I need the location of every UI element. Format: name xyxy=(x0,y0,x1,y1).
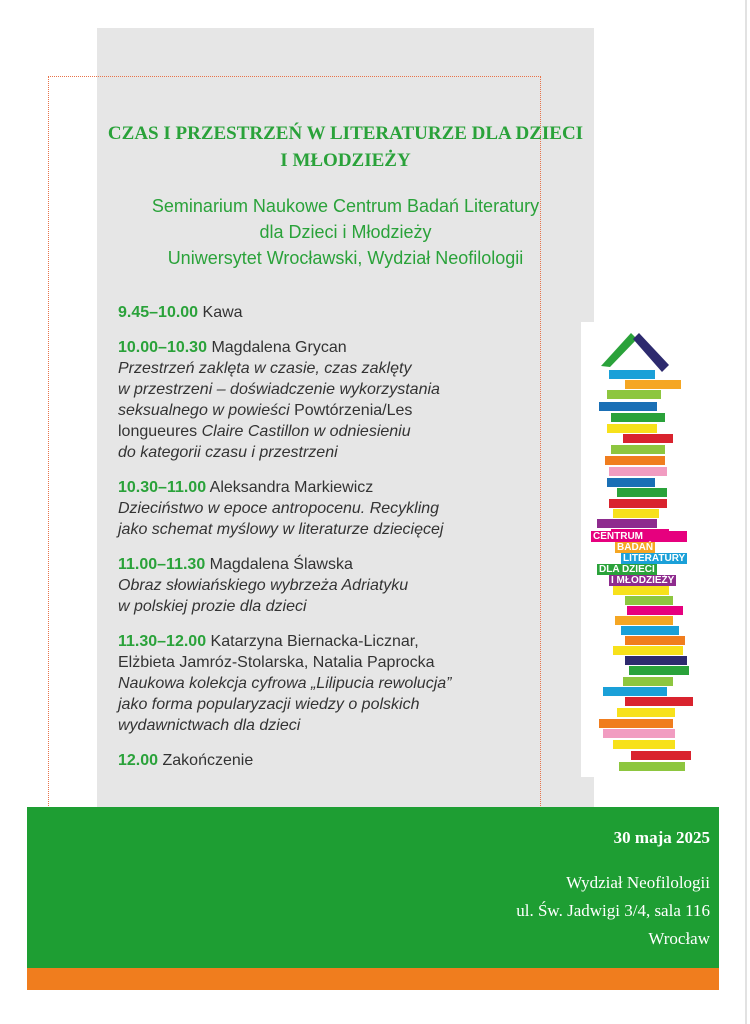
footer-stripe xyxy=(27,968,719,990)
title-line: I MŁODZIEŻY xyxy=(280,150,411,171)
talk-title-part: Claire Castillon w odniesieniu do kategorii czasu i przestrzeni xyxy=(118,423,411,461)
logo-line: LITERATURY xyxy=(623,553,686,564)
program-speaker: Kawa xyxy=(202,304,243,321)
title-line: CZAS I PRZESTRZEŃ W LITERATURZE DLA DZIECI xyxy=(107,123,584,144)
program-item xyxy=(118,554,588,617)
logo-wordmark xyxy=(591,531,687,586)
roof-icon xyxy=(601,333,669,372)
talk-title: Obraz słowiańskiego wybrzeża Adriatyku w polskiej prozie dla dzieci xyxy=(118,577,409,615)
event-subtitle xyxy=(97,193,594,271)
program-time: 11.30–12.00 xyxy=(118,633,207,650)
program-time: 12.00 xyxy=(118,752,159,769)
subtitle-line: Seminarium Naukowe Centrum Badań Literatury xyxy=(151,196,540,216)
page-edge xyxy=(745,0,747,1024)
program-item xyxy=(118,750,588,771)
talk-title-part: Przestrzeń zaklęta w czasie, czas zaklęty w przestrzeni – doświadczenie wykorzystania seksualnego w powieści xyxy=(118,360,440,419)
program-speaker-line2: Elżbieta Jamróz-Stolarska, Natalia Paprocka xyxy=(118,654,435,671)
centre-logo xyxy=(581,322,701,777)
program-speaker: Magdalena Ślawska xyxy=(209,556,353,573)
book-title: Powtórzenia/Les longueures xyxy=(118,402,413,440)
logo-line: I MŁODZIEŻY xyxy=(611,575,675,586)
venue-line: ul. Św. Jadwigi 3/4, sala 116 xyxy=(516,901,710,920)
program-item xyxy=(118,337,588,463)
event-date: 30 maja 2025 xyxy=(613,828,710,847)
program-speaker: Aleksandra Markiewicz xyxy=(209,479,374,496)
logo-line: CENTRUM xyxy=(591,531,687,542)
program-item xyxy=(118,631,588,736)
venue-line: Wydział Neofilologii xyxy=(566,873,710,892)
logo-line: BADAŃ xyxy=(617,542,654,553)
talk-title xyxy=(118,358,588,463)
program-item xyxy=(118,302,588,323)
program-time: 10.00–10.30 xyxy=(118,339,207,356)
venue-line: Wrocław xyxy=(648,929,710,948)
program-item xyxy=(118,477,588,540)
talk-title: Dzieciństwo w epoce antropocenu. Recykling jako schemat myślowy w literaturze dziecięcej xyxy=(118,500,444,538)
program-speaker: Zakończenie xyxy=(162,752,254,769)
program-speaker: Magdalena Grycan xyxy=(211,339,347,356)
logo-line: DLA DZIECI xyxy=(599,564,655,575)
program-time: 11.00–11.30 xyxy=(118,556,206,573)
talk-title: Naukowa kolekcja cyfrowa „Lilipucia rewolucja” jako forma popularyzacji wiedzy o polskich wydawnictwach dla dzieci xyxy=(118,675,452,734)
program-time: 10.30–11.00 xyxy=(118,479,207,496)
program-speaker: Katarzyna Biernacka-Licznar, xyxy=(210,633,419,650)
program-time: 9.45–10.00 xyxy=(118,304,199,321)
page-title xyxy=(97,120,594,174)
program-list xyxy=(118,302,588,771)
subtitle-line: Uniwersytet Wrocławski, Wydział Neofilologii xyxy=(167,248,524,268)
subtitle-line: dla Dzieci i Młodzieży xyxy=(259,222,432,242)
